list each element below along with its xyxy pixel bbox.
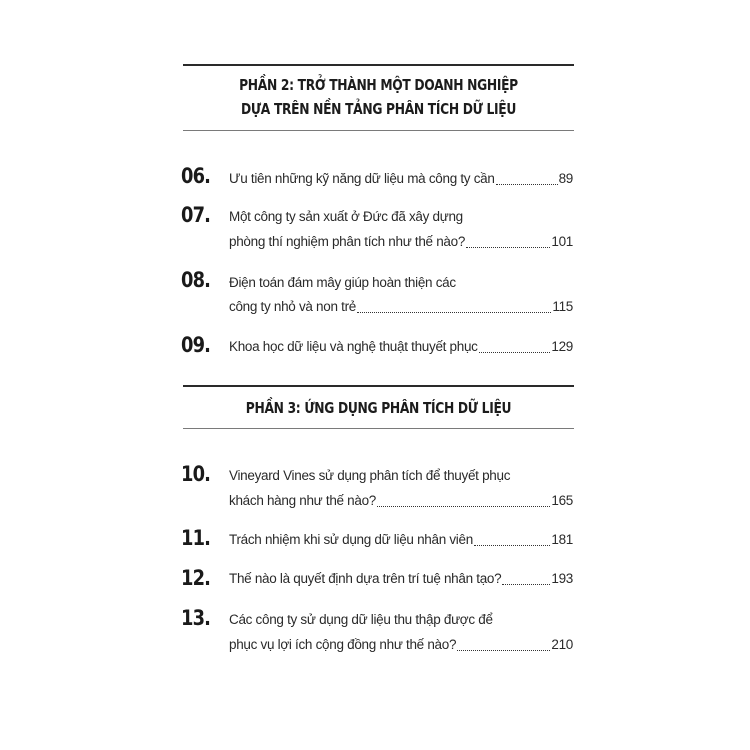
dot-leader — [474, 545, 550, 546]
chapter-title: Ưu tiên những kỹ năng dữ liệu mà công ty cần — [229, 171, 495, 186]
chapter-number: 07. — [181, 203, 211, 227]
part2-title-line1: PHẦN 2: TRỞ THÀNH MỘT DOANH NGHIỆP — [239, 76, 518, 94]
page-number: 115 — [552, 299, 573, 314]
page-number: 129 — [551, 339, 573, 354]
page-number: 101 — [551, 234, 573, 249]
toc-entry-13-line2 — [229, 635, 573, 655]
page-number: 165 — [551, 493, 573, 508]
page-number: 89 — [558, 171, 573, 186]
toc-entry-07-line2 — [229, 232, 573, 252]
dot-leader — [496, 184, 558, 185]
chapter-title-continued: công ty nhỏ và non trẻ — [229, 299, 356, 314]
chapter-number: 11. — [181, 526, 211, 550]
chapter-number: 09. — [181, 333, 211, 357]
toc-entry-13-line1 — [229, 610, 573, 630]
chapter-number: 06. — [181, 164, 211, 188]
toc-entry-09 — [229, 337, 573, 357]
toc-entry-06 — [229, 169, 573, 189]
dot-leader — [357, 312, 551, 313]
dot-leader — [466, 247, 550, 248]
part2-bottom-rule — [183, 130, 574, 131]
chapter-title: Thế nào là quyết định dựa trên trí tuệ nhân tạo? — [229, 571, 502, 586]
part3-title: PHẦN 3: ỨNG DỤNG PHÂN TÍCH DỮ LIỆU — [245, 399, 512, 417]
part2-top-rule — [183, 64, 574, 66]
chapter-title: Khoa học dữ liệu và nghệ thuật thuyết phục — [229, 339, 478, 354]
chapter-number: 13. — [181, 606, 211, 630]
page-number: 181 — [551, 532, 573, 547]
toc-entry-08-line2 — [229, 297, 573, 317]
dot-leader — [502, 584, 550, 585]
toc-entry-10-line2 — [229, 491, 573, 511]
chapter-title: Điện toán đám mây giúp hoàn thiện các — [229, 275, 456, 290]
toc-entry-10-line1 — [229, 466, 573, 486]
chapter-title: Vineyard Vines sử dụng phân tích để thuyết phục — [229, 468, 511, 483]
toc-entry-11 — [229, 530, 573, 550]
toc-entry-07-line1 — [229, 207, 573, 227]
toc-entry-12 — [229, 569, 573, 589]
toc-entry-08-line1 — [229, 273, 573, 293]
chapter-number: 10. — [181, 462, 211, 486]
chapter-number: 08. — [181, 268, 211, 292]
chapter-title: Các công ty sử dụng dữ liệu thu thập được để — [229, 612, 493, 627]
dot-leader — [479, 352, 551, 353]
chapter-number: 12. — [181, 566, 211, 590]
page-number: 193 — [551, 571, 573, 586]
chapter-title-continued: phục vụ lợi ích cộng đồng như thế nào? — [229, 637, 457, 652]
dot-leader — [377, 506, 550, 507]
part3-top-rule — [183, 385, 574, 387]
chapter-title: Một công ty sản xuất ở Đức đã xây dựng — [229, 209, 463, 224]
part3-bottom-rule — [183, 428, 574, 429]
chapter-title-continued: phòng thí nghiệm phân tích như thế nào? — [229, 234, 466, 249]
chapter-title: Trách nhiệm khi sử dụng dữ liệu nhân viên — [229, 532, 473, 547]
dot-leader — [457, 650, 550, 651]
part2-title-line2: DỰA TRÊN NỀN TẢNG PHÂN TÍCH DỮ LIỆU — [240, 100, 517, 118]
chapter-title-continued: khách hàng như thế nào? — [229, 493, 377, 508]
page-number: 210 — [551, 637, 573, 652]
